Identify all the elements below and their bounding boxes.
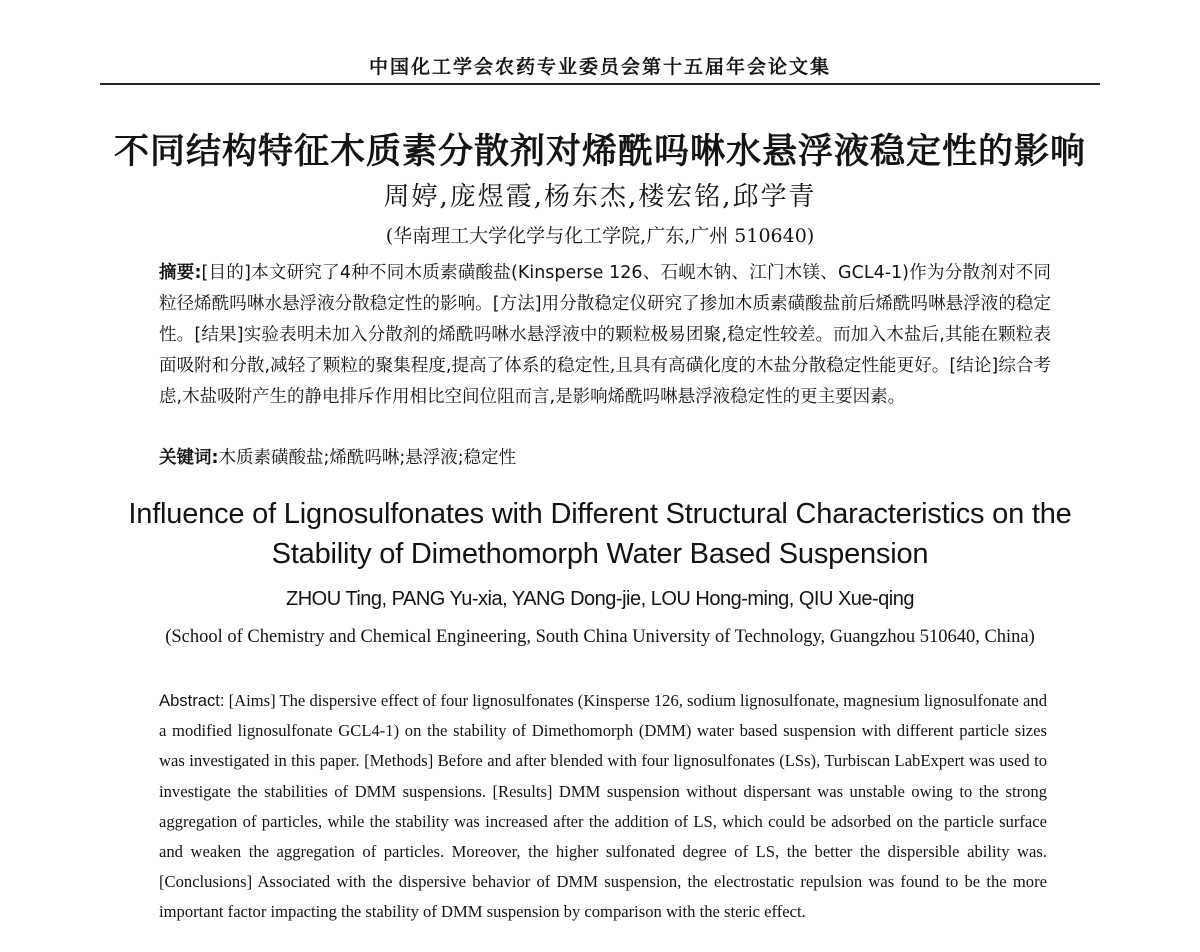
english-abstract <box>159 686 1047 928</box>
chinese-keywords-label: 关键词: <box>159 448 219 468</box>
chinese-keywords <box>159 444 1051 469</box>
chinese-affiliation: (华南理工大学化学与化工学院,广东,广州 510640) <box>385 225 815 247</box>
header-rule <box>100 83 1100 85</box>
english-affiliation: (School of Chemistry and Chemical Engineering, South China University of Technology, Guangzhou 510640, China) <box>165 627 1035 647</box>
chinese-abstract <box>159 258 1051 413</box>
chinese-keywords-text: 木质素磺酸盐;烯酰吗啉;悬浮液;稳定性 <box>218 448 517 468</box>
chinese-abstract-label: 摘要: <box>159 263 202 283</box>
chinese-abstract-text: [目的]本文研究了4种不同木质素磺酸盐(Kinsperse 126、石岘木钠、江门木镁、GCL4-1)作为分散剂对不同粒径烯酰吗啉水悬浮液分散稳定性的影响。[方法]用分散稳定仪研究了掺加木质素磺酸盐前后烯酰吗啉悬浮液的稳定性。[结果]实验表明未加入分散剂的烯酰吗啉水悬浮液中的颗粒极易团聚,稳定性较差。而加入木盐后,其能在颗粒表面吸附和分散,减轻了颗粒的聚集程度,提高了体系的稳定性,且具有高磺化度的木盐分散稳定性能更好。[结论]综合考虑,木盐吸附产生的静电排斥作用相比空间位阻而言,是影响烯酰吗啉悬浮液稳定性的更主要因素。 <box>159 263 1051 407</box>
english-abstract-text: [Aims] The dispersive effect of four lignosulfonates (Kinsperse 126, sodium lignosulfonate, magnesium lignosulfonate and a modified lignosulfonate GCL4-1) on the stability of Dimethomorph (DMM) water based suspension with different particle sizes was investigated in this paper. [Methods] Before and after blended with four lignosulfonates (LSs), Turbiscan LabExpert was used to investigate the stabilities of DMM suspensions. [Results] DMM suspension without dispersant was unstable owing to the strong aggregation of particles, while the stability was increased after the addition of LS, which could be adsorbed on the particle surface and weaken the aggregation of particles. Moreover, the higher sulfonated degree of LS, the better the dispersible ability was. [Conclusions] Associated with the dispersive behavior of DMM suspension, the electrostatic repulsion was found to be the more important factor impacting the stability of DMM suspension by comparison with the steric effect. <box>159 691 1047 922</box>
chinese-authors: 周婷,庞煜霞,杨东杰,楼宏铭,邱学青 <box>383 182 817 212</box>
english-title: Influence of Lignosulfonates with Different Structural Characteristics on the Stability of Dimethomorph Water Based Suspension <box>128 498 1072 570</box>
running-head: 中国化工学会农药专业委员会第十五届年会论文集 <box>368 56 831 78</box>
chinese-title: 不同结构特征木质素分散剂对烯酰吗啉水悬浮液稳定性的影响 <box>113 132 1086 172</box>
english-authors: ZHOU Ting, PANG Yu-xia, YANG Dong-jie, LOU Hong-ming, QIU Xue-qing <box>286 588 914 610</box>
english-abstract-label: Abstract: <box>159 691 225 710</box>
